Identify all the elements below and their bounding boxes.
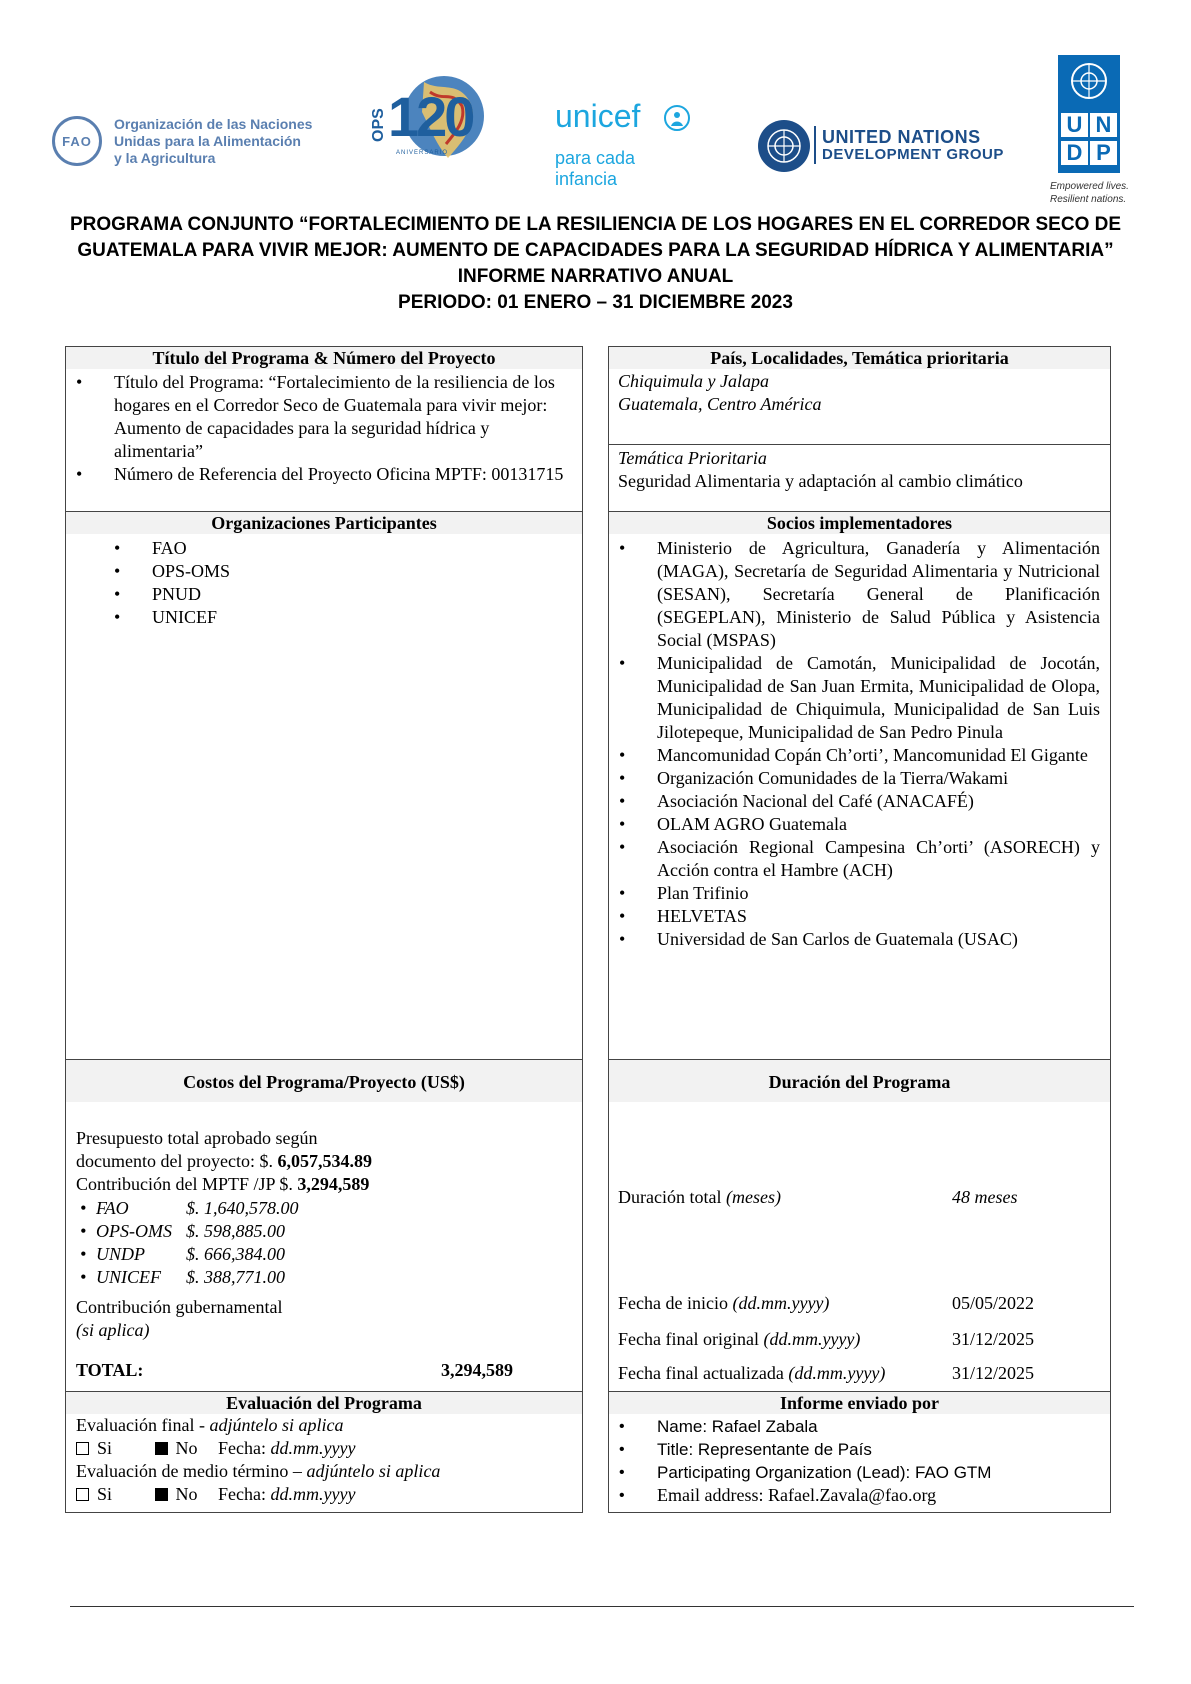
undp-letter: P [1090, 141, 1117, 165]
fecha-value: dd.mm.yyyy [270, 1438, 356, 1458]
localidad-line: Guatemala, Centro América [618, 394, 822, 414]
mptf-value: 3,294,589 [297, 1174, 370, 1194]
duracion-section [608, 1059, 1111, 1392]
fecha-value: dd.mm.yyyy [270, 1484, 356, 1504]
undp-letter: N [1090, 113, 1117, 137]
breakdown-org: UNDP [96, 1244, 145, 1264]
organizacion-item: • FAO [104, 537, 230, 560]
evaluacion-heading: Evaluación del Programa [66, 1392, 582, 1414]
fecha-actualizada-text: Fecha final actualizada [618, 1363, 789, 1383]
breakdown-org: UNICEF [96, 1267, 161, 1287]
duracion-total-unit: (meses) [725, 1187, 781, 1207]
fao-logo-text [114, 116, 314, 167]
breakdown-item [74, 1220, 474, 1243]
duracion-heading: Duración del Programa [609, 1060, 1110, 1102]
si-label: Si [97, 1438, 113, 1458]
unicef-tagline: para cada infancia [555, 148, 636, 189]
un-emblem-icon [756, 118, 812, 174]
header-line: PERIODO: 01 ENERO – 31 DICIEMBRE 2023 [398, 292, 793, 313]
breakdown-list [74, 1197, 474, 1289]
si-label: Si [97, 1484, 113, 1504]
undg-line: DEVELOPMENT GROUP [822, 146, 1004, 163]
fao-text-line: Unidas para la Alimentación [114, 133, 301, 149]
ops-mark-text: OPS [370, 108, 387, 142]
eval-final-label: Evaluación final - [76, 1415, 210, 1435]
organizacion-item: • OPS-OMS [104, 560, 230, 583]
presupuesto-label: Presupuesto total aprobado según [76, 1128, 318, 1148]
fecha-inicio-value: 05/05/2022 [952, 1293, 1035, 1313]
fao-logo [52, 112, 313, 172]
costos-heading: Costos del Programa/Proyecto (US$) [66, 1060, 582, 1102]
socio-item: • Asociación Regional Campesina Ch’orti’ (ASORECH) y Acción contra el Hambre (ACH) [609, 836, 1100, 882]
no-label: No [175, 1484, 198, 1504]
header-line: GUATEMALA PARA VIVIR MEJOR: AUMENTO DE CAPACIDADES PARA LA SEGURIDAD HÍDRICA Y ALIMENTARIA” [77, 240, 1114, 261]
breakdown-org: OPS-OMS [96, 1221, 172, 1241]
socio-item: • Plan Trifinio [609, 882, 1100, 905]
presupuesto-value: 6,057,534.89 [277, 1151, 372, 1171]
ops-120-logo [370, 72, 488, 172]
breakdown-org: FAO [96, 1198, 129, 1218]
titulo-list [66, 371, 578, 486]
footer-divider [70, 1606, 1134, 1607]
titulo-item: • Número de Referencia del Proyecto Oficina MPTF: 00131715 [66, 463, 578, 486]
undg-divider [814, 126, 816, 164]
undg-logo [756, 118, 1021, 174]
fecha-final-text: Fecha final original [618, 1329, 764, 1349]
presupuesto-block [76, 1127, 372, 1196]
pais-section [608, 346, 1111, 512]
no-checkbox[interactable] [155, 1488, 168, 1501]
fao-text-line: Organización de las Naciones [114, 116, 313, 132]
gob-label: Contribución gubernamental [76, 1297, 283, 1317]
informe-list [609, 1415, 1104, 1507]
ops-number-text: 120 [388, 85, 473, 148]
header-line: PROGRAMA CONJUNTO “FORTALECIMIENTO DE LA RESILIENCIA DE LOS HOGARES EN EL CORREDOR SECO DE [69, 214, 1122, 235]
fao-mark: FAO [62, 133, 92, 149]
fao-text-line: y la Agricultura [114, 150, 216, 166]
presupuesto-label: documento del proyecto: $. [76, 1151, 278, 1171]
si-checkbox[interactable] [76, 1442, 89, 1455]
eval-final-note: adjúntelo si aplica [209, 1415, 344, 1435]
pais-heading: País, Localidades, Temática prioritaria [609, 347, 1110, 369]
fao-emblem-icon [52, 116, 102, 166]
unicef-emblem-icon [663, 104, 691, 132]
mptf-label: Contribución del MPTF /JP $. [76, 1174, 298, 1194]
fecha-inicio-text: Fecha de inicio [618, 1293, 733, 1313]
localidad-line: Chiquimula y Jalapa [618, 371, 769, 391]
duracion-total-value: 48 meses [952, 1187, 1018, 1207]
fecha-label: Fecha: [218, 1438, 271, 1458]
informe-org: • Participating Organization (Lead): FAO GTM [609, 1461, 1104, 1484]
organizacion-item: • PNUD [104, 583, 230, 606]
no-label: No [175, 1438, 198, 1458]
eval-medio-label: Evaluación de medio término – [76, 1461, 307, 1481]
socio-item: • Asociación Nacional del Café (ANACAFÉ) [609, 790, 1100, 813]
fecha-actualizada-value: 31/12/2025 [952, 1363, 1035, 1383]
organizaciones-heading: Organizaciones Participantes [66, 512, 582, 534]
socios-list [609, 537, 1100, 951]
breakdown-amount: $. 388,771.00 [186, 1267, 285, 1287]
socio-item: • Ministerio de Agricultura, Ganadería y Alimentación (MAGA), Secretaría de Seguridad Alimentaria y Nutricional (SESAN), Secretaría General de Planificación (SEGEPLAN), Ministerio de Salud Pública y Asistencia Social (MSPAS) [609, 537, 1100, 652]
fecha-inicio-fmt: (dd.mm.yyyy) [732, 1293, 830, 1313]
costos-section [65, 1059, 583, 1392]
breakdown-amount: $. 666,384.00 [186, 1244, 285, 1264]
localidades-block [618, 370, 821, 416]
undp-letter: U [1061, 113, 1088, 137]
breakdown-amount: $. 598,885.00 [186, 1221, 285, 1241]
undp-logo [1050, 55, 1130, 210]
evaluacion-section [65, 1391, 583, 1513]
socio-item: • OLAM AGRO Guatemala [609, 813, 1100, 836]
unicef-wordmark: unicef [555, 98, 641, 134]
breakdown-item [74, 1197, 474, 1220]
informe-name: • Name: Rafael Zabala [609, 1415, 1104, 1438]
undp-tagline-line: Empowered lives. [1050, 181, 1129, 192]
fecha-final-value: 31/12/2025 [952, 1329, 1035, 1349]
fecha-final-label [618, 1328, 860, 1351]
gob-block [76, 1296, 282, 1342]
fecha-actualizada-label [618, 1362, 885, 1385]
informe-section [608, 1391, 1111, 1513]
organizacion-item: • UNICEF [104, 606, 230, 629]
undp-tagline-line: Resilient nations. [1050, 194, 1127, 205]
unicef-logo [555, 98, 695, 189]
tematica-label: Temática Prioritaria [618, 448, 767, 468]
breakdown-item [74, 1266, 474, 1289]
fecha-final-fmt: (dd.mm.yyyy) [763, 1329, 861, 1349]
total-label: TOTAL: [76, 1360, 144, 1380]
socios-section [608, 511, 1111, 1060]
tematica-block [618, 447, 1023, 493]
pais-divider [609, 444, 1110, 445]
total-value: 3,294,589 [441, 1360, 513, 1380]
document-header [60, 212, 1131, 316]
titulo-item: • Título del Programa: “Fortalecimiento de la resiliencia de los hogares en el Corredor Seco de Guatemala para vivir mejor: Aumento de capacidades para la seguridad hídrica y alimentaria” [66, 371, 578, 463]
undp-globe-icon [1069, 61, 1109, 101]
undp-tagline [1050, 180, 1140, 206]
breakdown-amount: $. 1,640,578.00 [186, 1198, 299, 1218]
undp-letter: D [1061, 141, 1088, 165]
socio-item: • Mancomunidad Copán Ch’orti’, Mancomunidad El Gigante [609, 744, 1100, 767]
informe-email: • Email address: Rafael.Zavala@fao.org [609, 1484, 1104, 1507]
header-line: INFORME NARRATIVO ANUAL [457, 266, 734, 287]
fecha-actualizada-fmt: (dd.mm.yyyy) [788, 1363, 886, 1383]
undg-text [822, 128, 1004, 164]
socio-item: • Municipalidad de Camotán, Municipalidad de Jocotán, Municipalidad de San Juan Ermita, Municipalidad de Olopa, Municipalidad de Chiquimula, Municipalidad de San Luis Jilotepeque, Municipalidad de San Pedro Pinula [609, 652, 1100, 744]
titulo-heading: Título del Programa & Número del Proyecto [66, 347, 582, 369]
socio-item: • Organización Comunidades de la Tierra/Wakami [609, 767, 1100, 790]
undg-line: UNITED NATIONS [822, 127, 981, 147]
breakdown-item [74, 1243, 474, 1266]
ops-caption-text: ANIVERSARIO [396, 150, 449, 156]
socios-heading: Socios implementadores [609, 512, 1110, 534]
tematica-value: Seguridad Alimentaria y adaptación al cambio climático [618, 471, 1023, 491]
fecha-label: Fecha: [218, 1484, 271, 1504]
duracion-total-label [618, 1186, 781, 1209]
informe-heading: Informe enviado por [609, 1392, 1110, 1414]
si-checkbox[interactable] [76, 1488, 89, 1501]
eval-medio-note: adjúntelo si aplica [306, 1461, 441, 1481]
undp-box [1058, 55, 1120, 173]
organizaciones-list [104, 537, 230, 629]
organizaciones-section [65, 511, 583, 1060]
socio-item: • HELVETAS [609, 905, 1100, 928]
socio-item: • Universidad de San Carlos de Guatemala (USAC) [609, 928, 1100, 951]
duracion-total-text: Duración total [618, 1187, 726, 1207]
gob-note: (si aplica) [76, 1320, 150, 1340]
titulo-section [65, 346, 583, 512]
fecha-inicio-label [618, 1292, 829, 1315]
informe-title: • Title: Representante de País [609, 1438, 1104, 1461]
evaluacion-body [76, 1414, 440, 1506]
no-checkbox[interactable] [155, 1442, 168, 1455]
